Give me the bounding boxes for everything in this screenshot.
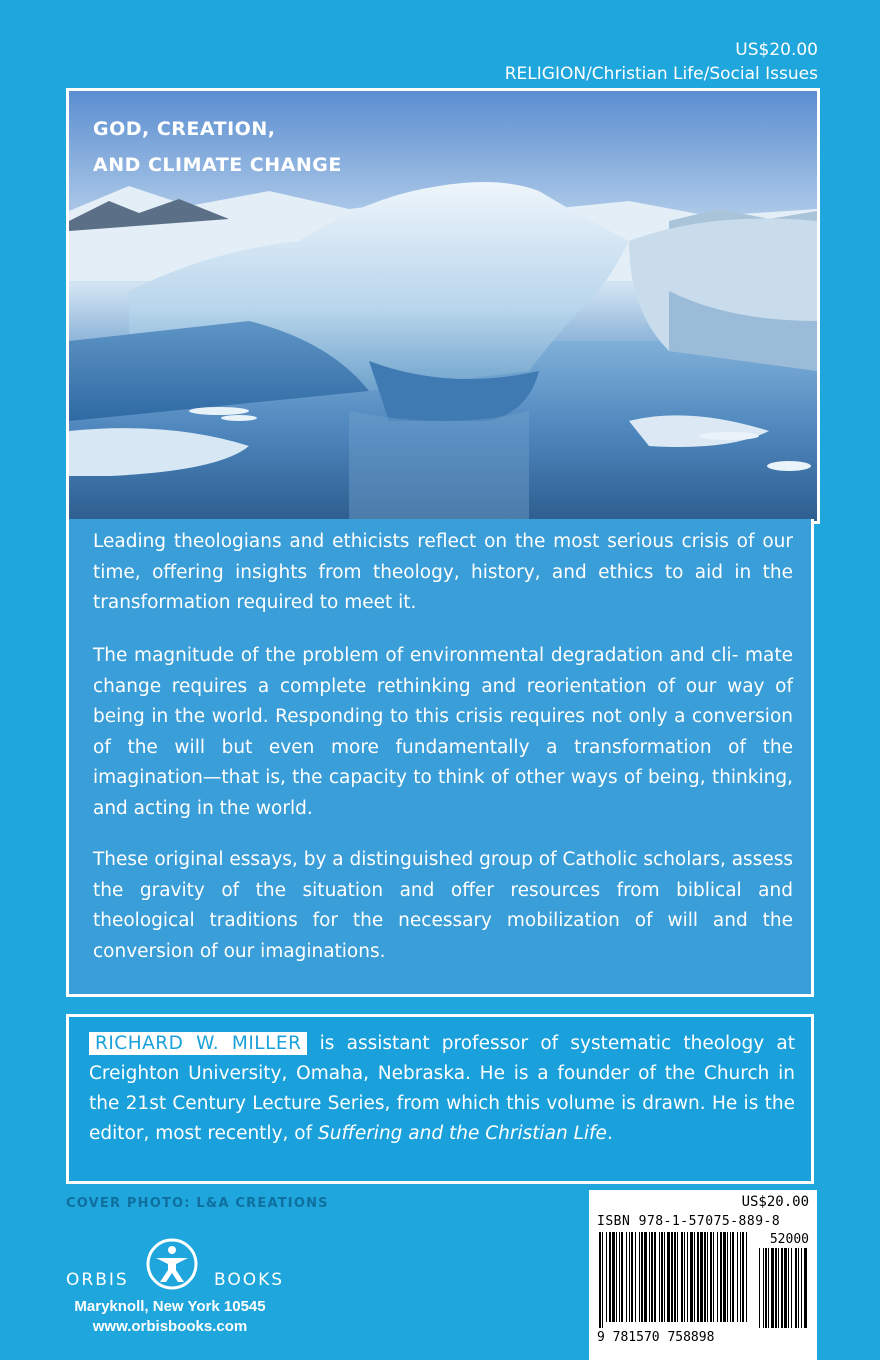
description-paragraph-2: The magnitude of the problem of environmental degradation and cli- mate change requires a complete rethinking and reorientation of our way of being in the world. Responding to this crisis requires not only a conversion of the will but even more fundamentally a transformation of the imagination—that is, the capacity to think of other ways of being, thinking, and acting in the world.: [93, 645, 793, 819]
barcode-bar: [641, 1232, 643, 1322]
barcode-bar: [677, 1232, 678, 1322]
barcode-bar: [690, 1232, 693, 1322]
barcode-bar: [717, 1232, 718, 1322]
barcode-bar: [667, 1232, 670, 1322]
description-panel: [66, 519, 814, 997]
publisher-name-left: ORBIS: [66, 1270, 129, 1290]
barcode-bar: [606, 1232, 607, 1322]
barcode-addon-bar: [771, 1248, 774, 1328]
barcode-bar: [599, 1232, 601, 1328]
description-paragraph-3: These original essays, by a distinguished group of Catholic scholars, assess the gravity of the situation and offer resources from biblical and theological traditions for the necessary mobilization of will and the conversion of our imaginations.: [93, 849, 793, 962]
barcode-isbn: ISBN 978-1-57075-889-8: [597, 1214, 781, 1229]
barcode-addon-bar: [801, 1248, 802, 1328]
barcode-bar: [740, 1232, 741, 1322]
barcode-addon-bar: [763, 1248, 764, 1328]
barcode-bar: [684, 1232, 685, 1322]
barcode-price: US$20.00: [741, 1194, 809, 1210]
cover-photo-credit: COVER PHOTO: L&A CREATIONS: [66, 1196, 329, 1211]
barcode-bar: [687, 1232, 688, 1322]
price-label: US$20.00: [735, 40, 818, 60]
barcode-bar: [704, 1232, 706, 1322]
category-label: RELIGION/Christian Life/Social Issues: [504, 64, 818, 84]
description-paragraph-1: Leading theologians and ethicists reflect on the most serious crisis of our time, offering insights from theology, history, and ethics to aid in the transformation required to meet it.: [93, 531, 793, 613]
barcode-addon-bar: [804, 1248, 807, 1328]
barcode-bar: [639, 1232, 640, 1322]
barcode-bar: [659, 1232, 660, 1322]
barcode-bar: [737, 1232, 738, 1322]
barcode-addon-bar: [788, 1248, 789, 1328]
barcode-bar: [612, 1232, 615, 1322]
barcode-bar: [727, 1232, 728, 1322]
barcode-bar: [649, 1232, 650, 1322]
publisher-address: Maryknoll, New York 10545: [74, 1298, 266, 1315]
barcode-addon-bar: [791, 1248, 792, 1328]
publisher-name-right: BOOKS: [214, 1270, 285, 1290]
barcode-bar: [707, 1232, 708, 1322]
barcode-bar: [621, 1232, 623, 1322]
author-recent-book: Suffering and the Christian Life: [318, 1123, 607, 1144]
barcode-bar: [635, 1232, 636, 1322]
barcode-addon-bar: [781, 1248, 783, 1328]
barcode-bar: [720, 1232, 722, 1322]
barcode-bar: [651, 1232, 653, 1322]
barcode-bar: [697, 1232, 699, 1322]
barcode-digits: 9 781570 758898: [597, 1330, 715, 1345]
cover-photo: [66, 88, 820, 524]
author-bio-text: is assistant professor of systematic theology at Creighton University, Omaha, Nebraska. He is a founder of the Church in the 21st Century Lecture Series, from which this volume is drawn. He is the editor, most recently, of: [89, 1033, 796, 1144]
publisher-url: www.orbisbooks.com: [92, 1318, 248, 1335]
barcode-bar: [742, 1232, 744, 1322]
barcode-addon-bar: [775, 1248, 777, 1328]
barcode-bar: [664, 1232, 665, 1322]
barcode-bar: [631, 1232, 633, 1322]
barcode-bar: [671, 1232, 673, 1322]
barcode-bar: [723, 1232, 726, 1322]
barcode-bar: [710, 1232, 712, 1322]
barcode-bar: [654, 1232, 656, 1322]
barcode-bars: [599, 1232, 807, 1330]
barcode-addon-bar: [765, 1248, 767, 1328]
barcode-bar: [626, 1232, 627, 1322]
barcode-bar: [674, 1232, 676, 1322]
barcode-bar: [746, 1232, 747, 1322]
barcode-addon-bar: [759, 1248, 760, 1328]
barcode-bar: [661, 1232, 663, 1322]
barcode-addon-bar: [778, 1248, 779, 1328]
author-bio-end: .: [606, 1123, 613, 1144]
barcode-bar: [713, 1232, 714, 1322]
barcode-bar: [609, 1232, 611, 1322]
barcode-bar: [619, 1232, 620, 1322]
isbn-barcode: [589, 1190, 817, 1360]
orbis-logo-icon: [146, 1238, 198, 1290]
author-bio: [89, 1029, 795, 1149]
barcode-addon: 52000: [769, 1232, 809, 1247]
publisher-block: [62, 1238, 312, 1348]
barcode-bar: [681, 1232, 683, 1322]
barcode-bar: [602, 1232, 603, 1328]
barcode-bar: [694, 1232, 695, 1322]
barcode-bar: [730, 1232, 731, 1322]
barcode-addon-bar: [798, 1248, 799, 1328]
book-title: [93, 111, 342, 183]
barcode-bar: [700, 1232, 703, 1322]
barcode-bar: [616, 1232, 617, 1322]
author-name: RICHARD W. MILLER: [89, 1032, 307, 1055]
book-title-line1: GOD, CREATION,: [93, 118, 276, 140]
barcode-addon-bar: [768, 1248, 769, 1328]
barcode-bar: [629, 1232, 630, 1322]
author-panel: [66, 1014, 814, 1184]
barcode-addon-bar: [784, 1248, 787, 1328]
barcode-addon-bar: [795, 1248, 797, 1328]
barcode-bar: [644, 1232, 647, 1322]
barcode-bar: [732, 1232, 734, 1322]
book-title-line2: AND CLIMATE CHANGE: [93, 154, 342, 176]
